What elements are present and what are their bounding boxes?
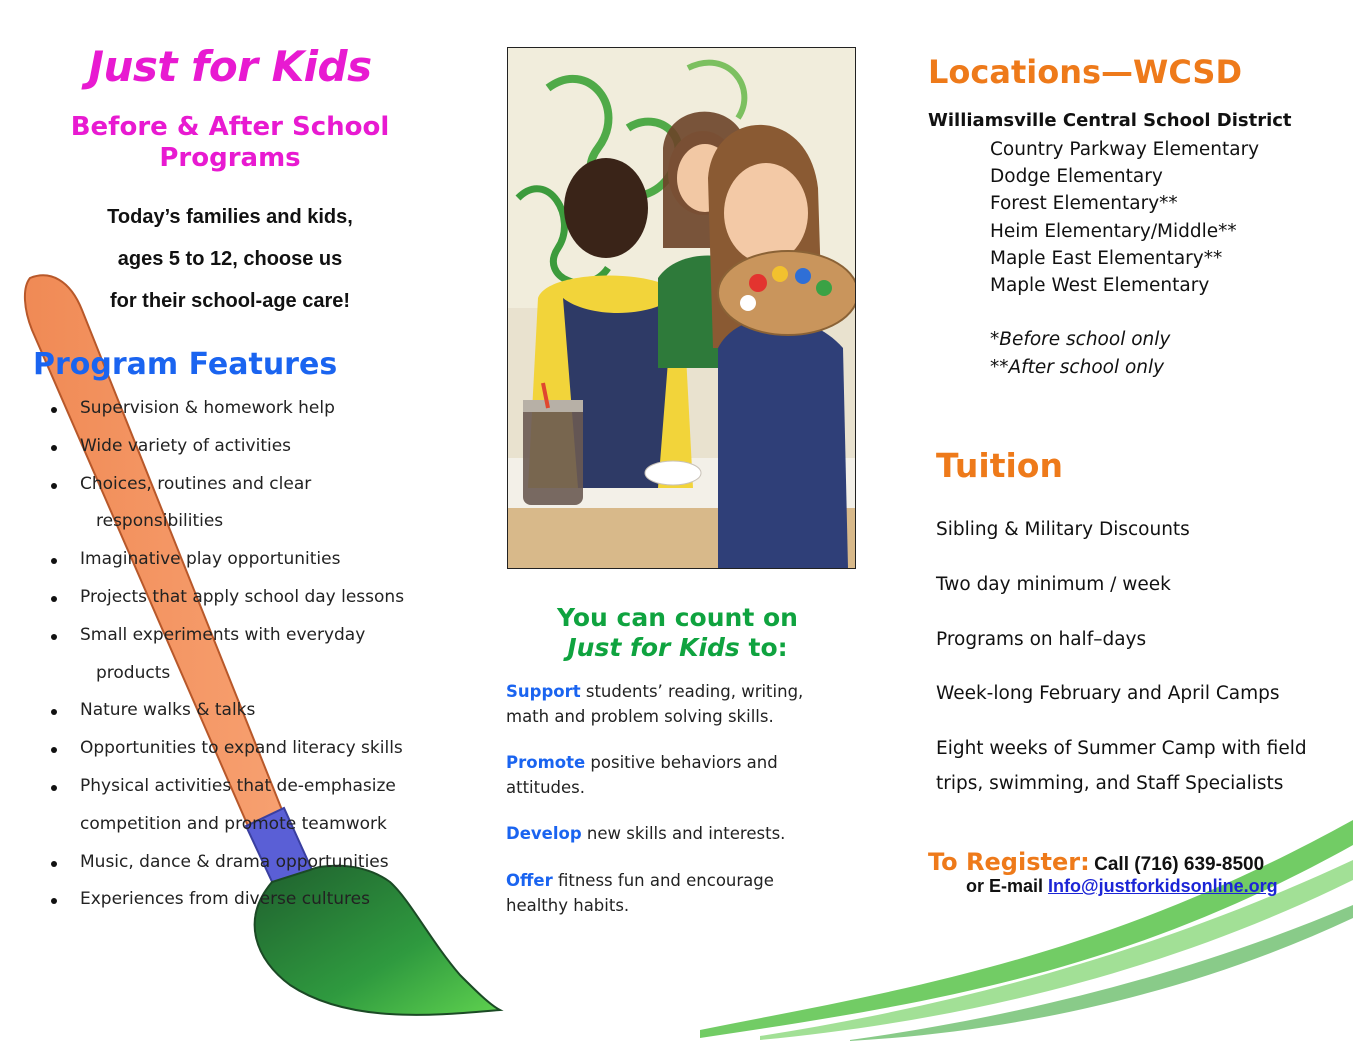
tuition-item: Week-long February and April Camps: [936, 683, 1280, 704]
list-item: [48, 428, 428, 466]
feature-text: Projects that apply school day lessons: [80, 586, 405, 607]
list-item: Dodge Elementary: [990, 166, 1163, 188]
green-swoosh-decoration: [700, 800, 1353, 1041]
list-item: [48, 579, 428, 617]
feature-text: Choices, routines and clear: [80, 473, 312, 494]
brochure-subtitle: Before & After School Programs: [70, 112, 390, 173]
benefit-text: new skills and interests.: [581, 824, 786, 843]
benefit-keyword: Support: [506, 682, 581, 701]
feature-text: Experiences from diverse cultures: [80, 889, 370, 910]
list-item: Forest Elementary**: [990, 193, 1178, 215]
feature-text: Supervision & homework help: [80, 398, 335, 418]
register-phone: Call (716) 639-8500: [1094, 854, 1265, 875]
feature-text: Opportunities to expand literacy skills: [80, 738, 403, 759]
benefit-item: [506, 750, 836, 800]
tuition-item: Sibling & Military Discounts: [936, 519, 1190, 540]
list-item: [48, 881, 428, 919]
feature-text: Small experiments with everyday: [80, 624, 366, 645]
district-name: Williamsville Central School District: [928, 110, 1292, 131]
list-item: [48, 390, 428, 428]
email-link[interactable]: Info@justforkidsonline.org: [1048, 876, 1278, 896]
brochure-title: Just for Kids: [88, 42, 372, 91]
list-item: [48, 692, 428, 730]
features-list: [48, 390, 428, 919]
benefit-keyword: Offer: [506, 871, 553, 890]
intro-line: Today’s families and kids,: [107, 206, 353, 228]
register-label: To Register:: [928, 848, 1090, 876]
intro-line: for their school-age care!: [109, 290, 351, 312]
list-item: [48, 617, 428, 693]
intro-line: ages 5 to 12, choose us: [117, 248, 343, 270]
list-item: [48, 466, 428, 542]
benefit-text: students’ reading, writing, math and problem solving skills.: [506, 682, 804, 726]
feature-text: Nature walks & talks: [80, 700, 256, 721]
list-item: [48, 768, 428, 844]
tuition-item: Eight weeks of Summer Camp with field trips, swimming, and Staff Specialists: [936, 738, 1307, 794]
feature-text-cont: products: [96, 662, 171, 683]
feature-text: Music, dance & drama opportunities: [80, 851, 389, 872]
features-heading: Program Features: [33, 347, 338, 382]
count-line2: [505, 633, 850, 663]
feature-text-cont: competition and promote teamwork: [80, 813, 387, 834]
count-suffix: to:: [739, 633, 788, 662]
register-line2: [928, 876, 1348, 897]
list-item: Maple West Elementary: [990, 275, 1210, 297]
list-item: Maple East Elementary**: [990, 247, 1223, 269]
register-line1: [928, 848, 1348, 876]
feature-text-cont: responsibilities: [96, 511, 224, 532]
email-prefix: or E-mail: [966, 876, 1049, 896]
feature-text: Physical activities that de-emphasize: [80, 775, 396, 796]
count-brand: Just for Kids: [567, 633, 740, 662]
schedule-notes: [990, 326, 1170, 381]
list-item: [48, 730, 428, 768]
count-on-heading: [505, 603, 850, 663]
tuition-heading: Tuition: [936, 446, 1063, 485]
benefit-item: [506, 679, 836, 729]
note-after: **After school only: [990, 356, 1165, 378]
tuition-item: Two day minimum / week: [936, 574, 1171, 595]
locations-heading: Locations—WCSD: [928, 53, 1242, 91]
benefit-text: fitness fun and encourage healthy habits.: [506, 871, 774, 915]
tuition-item: Programs on half–days: [936, 629, 1147, 650]
register-info: [928, 848, 1348, 897]
list-item: [48, 541, 428, 579]
list-item: Country Parkway Elementary: [990, 139, 1260, 160]
kids-painting-photo: [507, 47, 856, 569]
school-list: [990, 136, 1259, 299]
feature-text: Imaginative play opportunities: [80, 549, 341, 570]
feature-text: Wide variety of activities: [80, 435, 292, 456]
benefit-keyword: Develop: [506, 824, 582, 843]
list-item: [48, 844, 428, 882]
benefit-text: positive behaviors and attitudes.: [506, 753, 778, 797]
note-before: *Before school only: [990, 329, 1171, 350]
count-line1: You can count on: [557, 603, 798, 632]
benefit-keyword: Promote: [506, 753, 586, 772]
list-item: Heim Elementary/Middle**: [990, 220, 1237, 242]
